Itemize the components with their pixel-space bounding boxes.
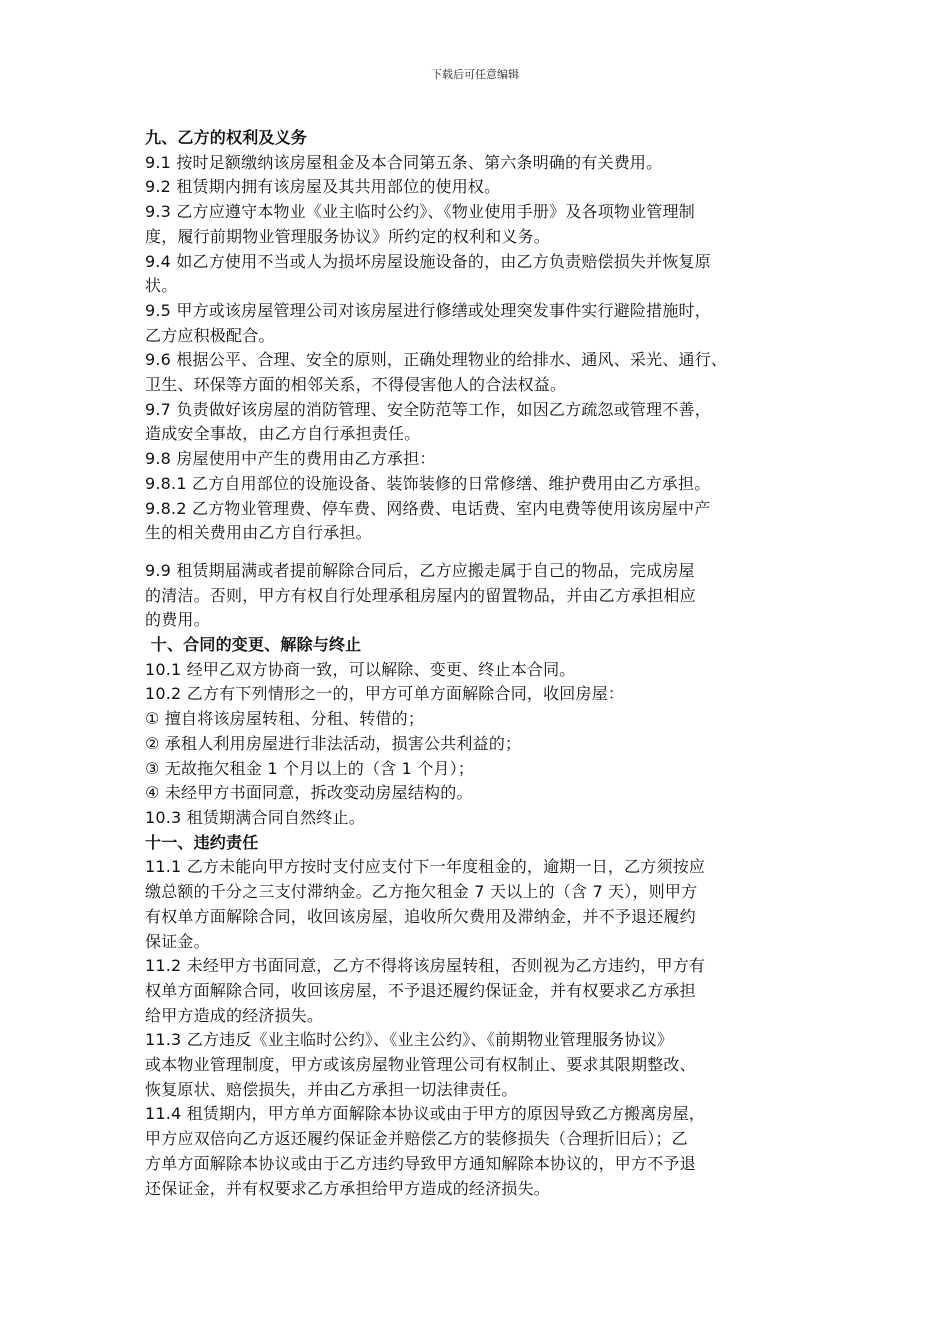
text-line: 11.1 乙方未能向甲方按时支付应支付下一年度租金的，逾期一日，乙方须按应 [145, 857, 706, 877]
text-line: 方单方面解除本协议或由于乙方违约导致甲方通知解除本协议的，甲方不予退 [145, 1153, 696, 1173]
text-line: 9.1 按时足额缴纳该房屋租金及本合同第五条、第六条明确的有关费用。 [145, 152, 663, 172]
section-heading: 九、乙方的权利及义务 [145, 128, 308, 147]
text-line: 9.8 房屋使用中产生的费用由乙方承担： [145, 449, 436, 469]
section-heading: 十一、违约责任 [145, 832, 259, 852]
text-line: 缴总额的千分之三支付滞纳金。乙方拖欠租金 7 天以上的（含 7 天），则甲方 [145, 882, 698, 902]
text-line: 恢复原状、赔偿损失，并由乙方承担一切法律责任。 [145, 1079, 518, 1099]
text-line: 乙方应积极配合。 [145, 325, 275, 345]
text-line: 给甲方造成的经济损失。 [145, 1005, 324, 1025]
text-line: 9.3 乙方应遵守本物业《业主临时公约》、《物业使用手册》及各项物业管理制 [145, 202, 695, 222]
section-heading: 十、合同的变更、解除与终止 [145, 635, 362, 655]
text-line: 9.6 根据公平、合理、安全的原则，正确处理物业的给排水、通风、采光、通行、 [145, 350, 728, 370]
text-line: ④ 未经甲方书面同意，拆改变动房屋结构的。 [145, 783, 473, 803]
text-line: 9.5 甲方或该房屋管理公司对该房屋进行修缮或处理突发事件实行避险措施时， [145, 300, 711, 320]
text-line: 9.8.1 乙方自用部位的设施设备、装饰装修的日常修缮、维护费用由乙方承担。 [145, 473, 711, 493]
text-line: 11.2 未经甲方书面同意，乙方不得将该房屋转租，否则视为乙方违约，甲方有 [145, 956, 706, 976]
text-line: 或本物业管理制度，甲方或该房屋物业管理公司有权制止、要求其限期整改、 [145, 1055, 696, 1075]
text-line: 的清洁。否则，甲方有权自行处理承租房屋内的留置物品，并由乙方承担相应 [145, 585, 696, 605]
text-line: 卫生、环保等方面的相邻关系，不得侵害他人的合法权益。 [145, 375, 567, 395]
text-line: 有权单方面解除合同，收回该房屋，追收所欠费用及滞纳金，并不予退还履约 [145, 906, 696, 926]
text-line: 9.8.2 乙方物业管理费、停车费、网络费、电话费、室内电费等使用该房屋中产 [145, 498, 711, 518]
text-line: 10.2 乙方有下列情形之一的，甲方可单方面解除合同，收回房屋： [145, 684, 625, 704]
text-line: 状。 [145, 276, 178, 296]
page-header: 下载后可任意编辑 [431, 68, 519, 81]
text-line: 11.3 乙方违反《业主临时公约》、《业主公约》、《前期物业管理服务协议》 [145, 1030, 674, 1050]
text-line: ③ 无故拖欠租金 1 个月以上的（含 1 个月）； [145, 758, 475, 778]
text-line: ② 承租人利用房屋进行非法活动，损害公共利益的； [145, 733, 522, 753]
text-line: 保证金。 [145, 931, 210, 951]
text-line: 10.1 经甲乙双方协商一致，可以解除、变更、终止本合同。 [145, 659, 576, 679]
text-line: 11.4 租赁期内，甲方单方面解除本协议或由于甲方的原因导致乙方搬离房屋， [145, 1104, 706, 1124]
document-body [145, 126, 817, 1201]
text-line: 9.4 如乙方使用不当或人为损坏房屋设施设备的，由乙方负责赔偿损失并恢复原 [145, 251, 711, 271]
text-line: 10.3 租赁期满合同自然终止。 [145, 807, 365, 827]
paragraph-gap [145, 546, 817, 559]
text-line: 造成安全事故，由乙方自行承担责任。 [145, 424, 421, 444]
text-line: 的费用。 [145, 610, 210, 630]
text-line: 还保证金，并有权要求乙方承担给甲方造成的经济损失。 [145, 1178, 551, 1198]
text-line: 9.7 负责做好该房屋的消防管理、安全防范等工作，如因乙方疏忽或管理不善， [145, 399, 711, 419]
text-line: ① 擅自将该房屋转租、分租、转借的； [145, 709, 425, 729]
text-line: 9.9 租赁期届满或者提前解除合同后，乙方应搬走属于自己的物品，完成房屋 [145, 560, 695, 580]
text-line: 生的相关费用由乙方自行承担。 [145, 523, 372, 543]
text-line: 9.2 租赁期内拥有该房屋及其共用部位的使用权。 [145, 177, 501, 197]
text-line: 度，履行前期物业管理服务协议》所约定的权利和义务。 [145, 226, 551, 246]
text-line: 甲方应双倍向乙方返还履约保证金并赔偿乙方的装修损失（合理折旧后）；乙 [145, 1129, 688, 1149]
text-line: 权单方面解除合同，收回该房屋，不予退还履约保证金，并有权要求乙方承担 [145, 980, 696, 1000]
